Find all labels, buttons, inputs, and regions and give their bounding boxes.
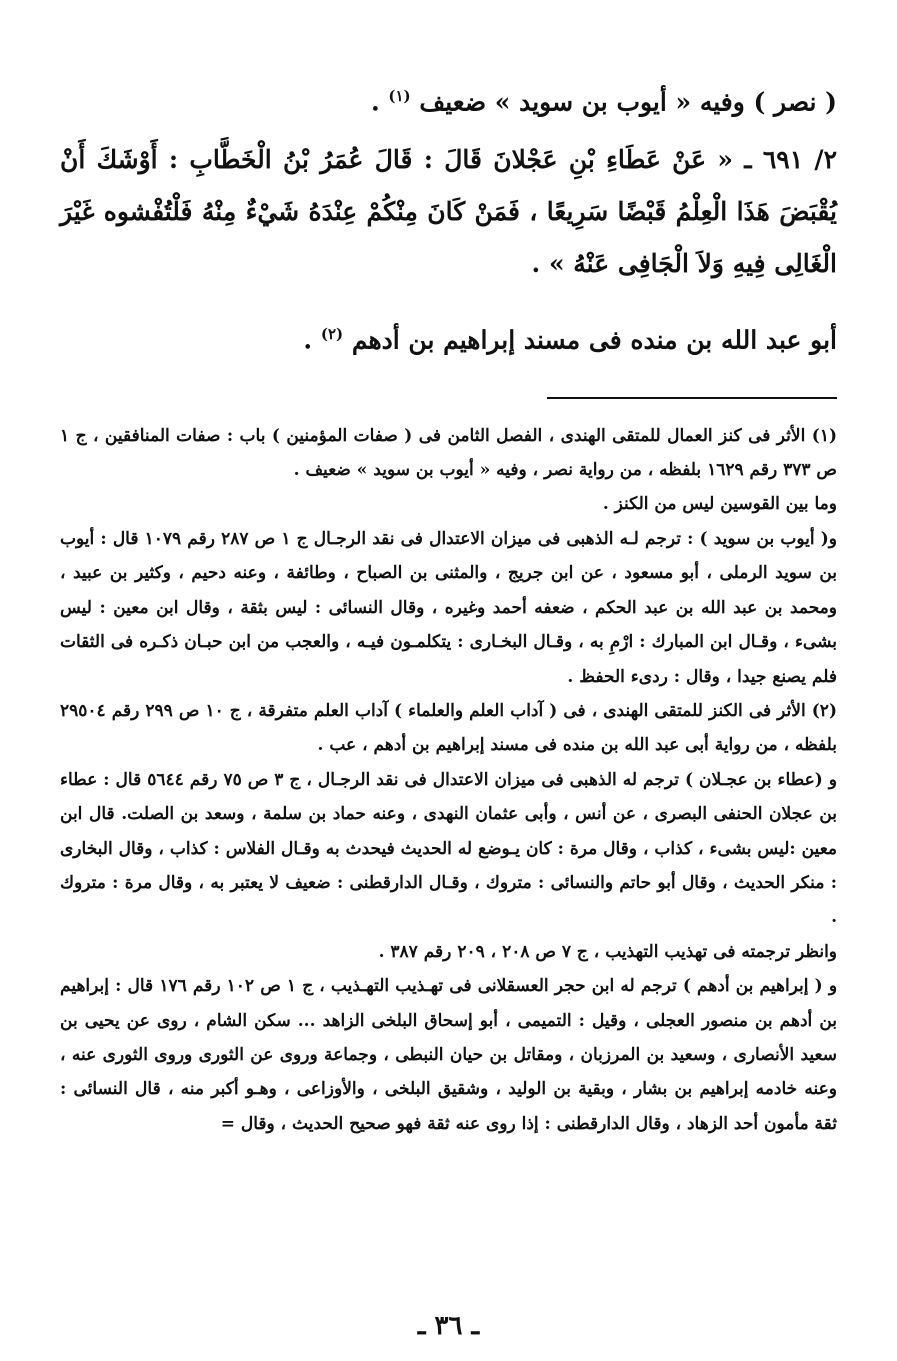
footnote-paragraph: (٢) الأثر فى الكنز للمتقى الهندى ، فى ( آداب العلم والعلماء ) آداب العلم متفرقة ، ج ١٠ ص ٢٩٩ رقم ٢٩٥٠٤ بلفظه ، من رواية أبى عبد الله بن منده فى مسند إبراهيم بن أدهم ، عب .: [60, 700, 837, 756]
source-text: أبو عبد الله بن منده فى مسند إبراهيم بن أدهم: [351, 325, 837, 355]
page-number: ـ ٣٦ ـ: [417, 1311, 480, 1341]
footnote-ref-2: (٢): [320, 325, 344, 344]
main-line-1: [60, 70, 837, 128]
source-end: .: [303, 325, 321, 355]
source-line: [60, 308, 837, 366]
hadith-text: ٢/ ٦٩١ ـ « عَنْ عَطَاءِ بْنِ عَجْلانَ قَالَ : قَالَ عُمَرُ بْنُ الْخَطَّابِ : أَوْشَكَ أَنْ يُقْبَضَ هَذَا الْعِلْمُ قَبْضًا سَرِيعًا ، فَمَنْ كَانَ مِنْكُمْ عِنْدَهُ شَيْءٌ مِنْهُ فَلْتُفْشوه غَيْرَ الْغَالِى فِيهِ وَلاَ الْجَافِى عَنْهُ » .: [60, 145, 837, 279]
footnote-paragraph: وانظر ترجمته فى تهذيب التهذيب ، ج ٧ ص ٢٠٨ ، ٢٠٩ رقم ٣٨٧ .: [378, 941, 837, 962]
footnotes: [60, 419, 837, 1142]
document-page: [60, 70, 837, 1321]
main-line-1-text: ( نصر ) وفيه « أيوب بن سويد » ضعيف: [419, 87, 837, 117]
footnote-paragraph: و (عطاء بن عجـلان ) ترجم له الذهبى فى ميزان الاعتدال فى نقد الرجـال ، ج ٣ ص ٧٥ رقم ٥٦٤٤ قال : عطاء بن عجلان الحنفى البصرى ، عن أنس ، وأبى عثمان النهدى ، وعنه حماد بن سلمة ، وسعد بن الصلت. قال ابن معين :ليس بشىء ، كذاب ، وقال مرة : كان يـوضع له الحديث فيحدث به وقـال الفلاس : كذاب ، وقال البخارى : منكر الحديث ، وقال أبو حاتم والنسائى : متروك ، وقـال الدارقطنى : ضعيف لا يعتبر به ، وقال مرة : متروك .: [60, 769, 837, 928]
footnote-divider: [547, 397, 837, 399]
footnote-paragraph: (١) الأثر فى كنز العمال للمتقى الهندى ، الفصل الثامن فى ( صفات المؤمنين ) باب : صفات المنافقين ، ج ١ ص ٣٧٣ رقم ١٦٢٩ بلفظه ، من رواية نصر ، وفيه « أيوب بن سويد » ضعيف .: [60, 425, 837, 481]
footnote-paragraph: و( أيوب بن سويد ) : ترجم لـه الذهبى فى ميزان الاعتدال فى نقد الرجـال ج ١ ص ٢٨٧ رقم ١٠٧٩ قال : أيوب بن سويد الرملى ، أبو مسعود ، عن ابن جريج ، والمثنى بن الصباح ، وطائفة ، وعنه دحيم ، وكثير بن عبيد ، ومحمد بن عبد الله بن عبد الحكم ، ضعفه أحمد وغيره ، وقال النسائى : ليس بثقة ، وقال ابن معين : ليس بشىء ، وقـال ابن المبارك : ارْمِ به ، وقـال البخـارى : يتكلمـون فيـه ، والعجب من ابن حبـان ذكـره فى الثقات فلم يصنع جيدا ، وقال : ردىء الحفظ .: [60, 528, 837, 687]
footnote-paragraph: وما بين القوسين ليس من الكنز .: [602, 494, 837, 515]
footnote-paragraph: و ( إبراهيم بن أدهم ) ترجم له ابن حجر العسقلانى فى تهـذيب التهـذيب ، ج ١ ص ١٠٢ رقم ١٧٦ قال : إبراهيم بن أدهم بن منصور العجلى ، وقيل : التميمى ، أبو إسحاق البلخى الزاهد ... سكن الشام ، روى عن يحيى بن سعيد الأنصارى ، وسعيد بن المرزبان ، ومقاتل بن حيان النبطى ، وجماعة وروى عن الثورى وروى الثورى عنه ، وعنه خادمه إبراهيم بن بشار ، وبقية بن الوليد ، وشقيق البلخى ، والأوزاعى ، وهـو أكبر منه ، قال النسائى : ثقة مأمون أحد الزهاد ، وقال الدارقطنى : إذا روى عنه ثقة فهو صحيح الحديث ، وقال =: [60, 976, 838, 1134]
footnote-ref-1: (١): [388, 87, 411, 105]
main-text: [60, 70, 837, 367]
main-line-1-end: .: [370, 87, 389, 117]
